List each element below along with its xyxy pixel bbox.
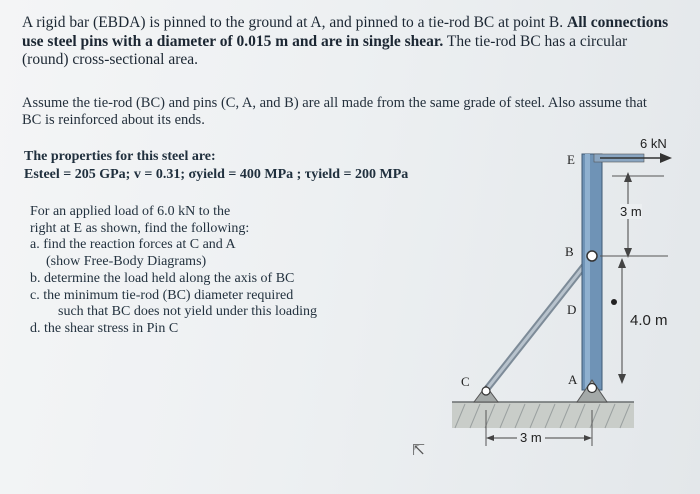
task-item-b: b. determine the load held along the axis of BC [30,270,295,286]
task-item-a-note: (show Free-Body Diagrams) [46,254,207,270]
dim-bottom-label: 3 m [517,430,545,445]
task-item-a: a. find the reaction forces at C and A [30,237,236,253]
pin-b [587,251,597,261]
properties-values: Esteel = 205 GPa; v = 0.31; σyield = 400 MPa ; τyield = 200 MPa [24,167,409,182]
label-a: A [568,372,578,387]
dim-top-label: 3 m [620,204,642,219]
mouse-pointer-icon: ⇱ [412,442,426,459]
task-item-d: d. the shear stress in Pin C [30,320,179,336]
label-b: B [565,244,574,259]
dim-right-label: 4.0 m [630,312,668,329]
intro-text-1: A rigid bar (EBDA) is pinned to the ground at A, and pinned to a tie-rod BC at point B. [22,14,568,31]
label-c: C [461,374,470,389]
load-label: 6 kN [640,136,667,151]
assumption-text: Assume the tie-rod (BC) and pins (C, A, and B) are all made from the same grade of steel. Also assume that BC is reinforced about its ends. [22,95,647,128]
point-d [611,299,617,305]
label-e: E [567,152,575,167]
task-intro-1: For an applied load of 6.0 kN to the [30,204,231,219]
task-intro-2: right at E as shown, find the following: [30,220,250,236]
intro-text-2: The tie-rod BC has a circular (round) cross-sectional area. [22,32,628,68]
task-item-c-cont: such that BC does not yield under this loading [58,304,317,320]
label-d: D [567,302,577,317]
task-item-c: c. the minimum tie-rod (BC) diameter required [30,287,294,303]
intro-bold-text: All connections use steel pins with a diameter of 0.015 m and are in single shear. [22,14,669,50]
properties-heading: The properties for this steel are: [24,149,216,164]
